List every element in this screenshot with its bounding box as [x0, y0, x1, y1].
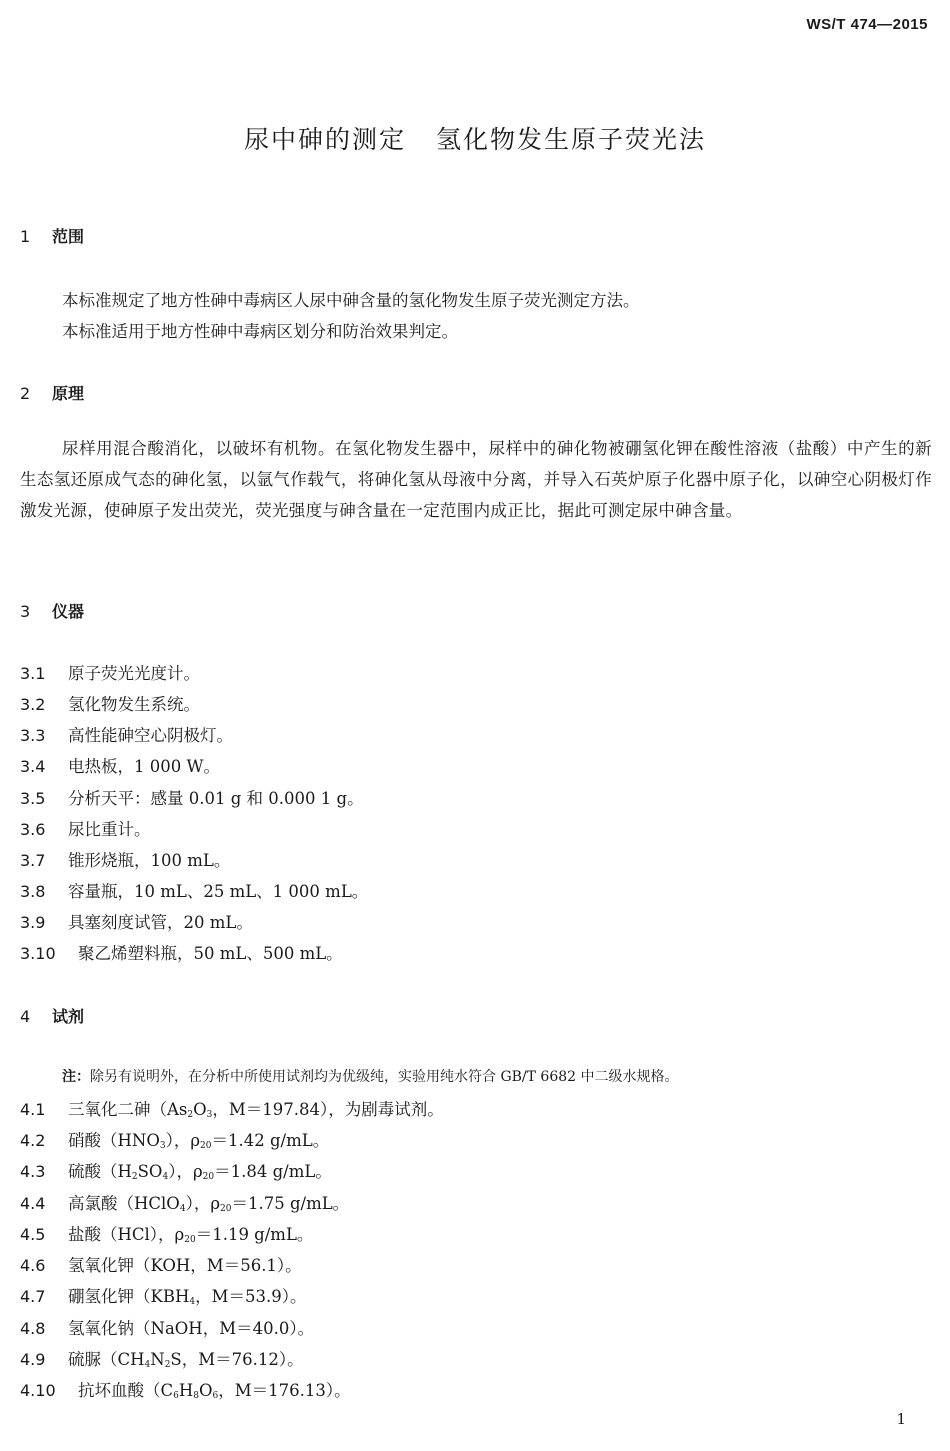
section-title: 原理 [52, 384, 85, 403]
title-part-2: 氢化物发生原子荧光法 [436, 125, 707, 154]
item-number: 3.10 [20, 944, 56, 963]
item-text: 氢化物发生系统。 [68, 695, 200, 714]
section-1-heading [20, 224, 84, 247]
item-number: 4.9 [20, 1350, 46, 1369]
item-number: 3.9 [20, 913, 46, 932]
item-text: 容量瓶，10 mL、25 mL、1 000 mL。 [68, 882, 369, 901]
item-text: 尿比重计。 [68, 820, 151, 839]
section-number: 3 [20, 602, 31, 621]
list-item [20, 940, 343, 964]
item-text: 聚乙烯塑料瓶，50 mL、500 mL。 [78, 944, 343, 963]
item-number: 4.5 [20, 1225, 46, 1244]
list-item [20, 1158, 332, 1182]
item-text: 分析天平：感量 0.01 g 和 0.000 1 g。 [68, 789, 364, 808]
section-title: 仪器 [52, 602, 85, 621]
scope-paragraph-2: 本标准适用于地方性砷中毒病区划分和防治效果判定。 [62, 322, 458, 341]
list-item [20, 1283, 306, 1307]
item-number: 3.5 [20, 789, 46, 808]
list-item [20, 691, 200, 715]
item-number: 3.6 [20, 820, 46, 839]
list-item [20, 1096, 444, 1120]
reagent-note [62, 1066, 679, 1086]
item-number: 4.8 [20, 1319, 46, 1338]
note-text: 除另有说明外，在分析中所使用试剂均为优级纯，实验用纯水符合 GB/T 6682 中二级水规格。 [90, 1069, 679, 1085]
list-item [20, 785, 364, 809]
item-text: 硼氢化钾（$KBH_4$，M＝53.9）。 [68, 1287, 307, 1307]
note-label: 注： [62, 1069, 90, 1085]
scope-paragraph-1: 本标准规定了地方性砷中毒病区人尿中砷含量的氢化物发生原子荧光测定方法。 [62, 291, 640, 310]
section-number: 4 [20, 1007, 31, 1026]
item-text: 电热板，1 000 W。 [68, 757, 220, 776]
list-item [20, 909, 253, 933]
item-number: 3.7 [20, 851, 46, 870]
item-number: 3.8 [20, 882, 46, 901]
item-number: 4.10 [20, 1381, 56, 1400]
item-number: 4.7 [20, 1287, 46, 1306]
list-item [20, 1377, 351, 1401]
section-number: 1 [20, 227, 31, 246]
title-part-1: 尿中砷的测定 [243, 125, 406, 154]
item-text: 抗坏血酸（$C_6H_8O_6$，M＝176.13）。 [78, 1381, 351, 1401]
list-item [20, 847, 230, 871]
list-item [20, 1127, 329, 1151]
item-text: 原子荧光光度计。 [68, 664, 200, 683]
item-number: 4.4 [20, 1194, 46, 1213]
item-number: 3.2 [20, 695, 46, 714]
section-number: 2 [20, 384, 31, 403]
item-number: 4.3 [20, 1162, 46, 1181]
item-text: 硫酸$(H_2SO_4)$，$\rho_{20}=1.84$ g/mL。 [68, 1162, 332, 1182]
list-item [20, 1346, 304, 1370]
section-title: 试剂 [52, 1007, 85, 1026]
list-item [20, 816, 151, 840]
list-item [20, 878, 368, 902]
item-number: 4.2 [20, 1131, 46, 1150]
item-text: 硫脲（$CH_4N_2S$，M＝76.12）。 [68, 1350, 304, 1370]
item-text: 具塞刻度试管，20 mL。 [68, 913, 253, 932]
list-item [20, 660, 200, 684]
section-2-heading [20, 381, 84, 404]
list-item [20, 1190, 349, 1214]
list-item [20, 1252, 302, 1276]
list-item [20, 1221, 313, 1245]
item-text: 锥形烧瓶，100 mL。 [68, 851, 231, 870]
item-text: 高性能砷空心阴极灯。 [68, 726, 233, 745]
list-item [20, 722, 233, 746]
item-text: 高氯酸（HClO$_4$），$\rho_{20}=1.75$ g/mL。 [68, 1194, 350, 1214]
section-3-heading [20, 599, 84, 622]
item-text: 氢氧化钾（KOH，M＝56.1）。 [68, 1256, 302, 1275]
document-title [0, 120, 950, 156]
item-text: 氢氧化钠（NaOH，M＝40.0）。 [68, 1319, 315, 1338]
item-number: 4.6 [20, 1256, 46, 1275]
list-item [20, 753, 220, 777]
section-4-heading [20, 1004, 84, 1027]
item-text: 盐酸（HCl），$\rho_{20}=1.19$ g/mL。 [68, 1225, 314, 1245]
item-number: 3.3 [20, 726, 46, 745]
item-text: 硝酸$(HNO_3)$，$\rho_{20}=1.42$ g/mL。 [68, 1131, 330, 1151]
section-title: 范围 [52, 227, 85, 246]
item-number: 3.1 [20, 664, 46, 683]
standard-number: WS/T 474—2015 [806, 16, 928, 33]
item-number: 3.4 [20, 757, 46, 776]
list-item [20, 1315, 314, 1339]
page-number: 1 [896, 1410, 906, 1428]
principle-paragraph: 尿样用混合酸消化，以破坏有机物。在氢化物发生器中，尿样中的砷化物被硼氢化钾在酸性溶液（盐酸）中产生的新生态氢还原成气态的砷化氢，以氩气作载气，将砷化氢从母液中分离，并导入石英炉原子化器中原子化，以砷空心阴极灯作激发光源，使砷原子发出荧光，荧光强度与砷含量在一定范围内成正比，据此可测定尿中砷含量。 [20, 439, 932, 520]
item-number: 4.1 [20, 1100, 46, 1119]
item-text: 三氧化二砷（$As_2O_3$，M＝197.84），为剧毒试剂。 [68, 1100, 444, 1120]
